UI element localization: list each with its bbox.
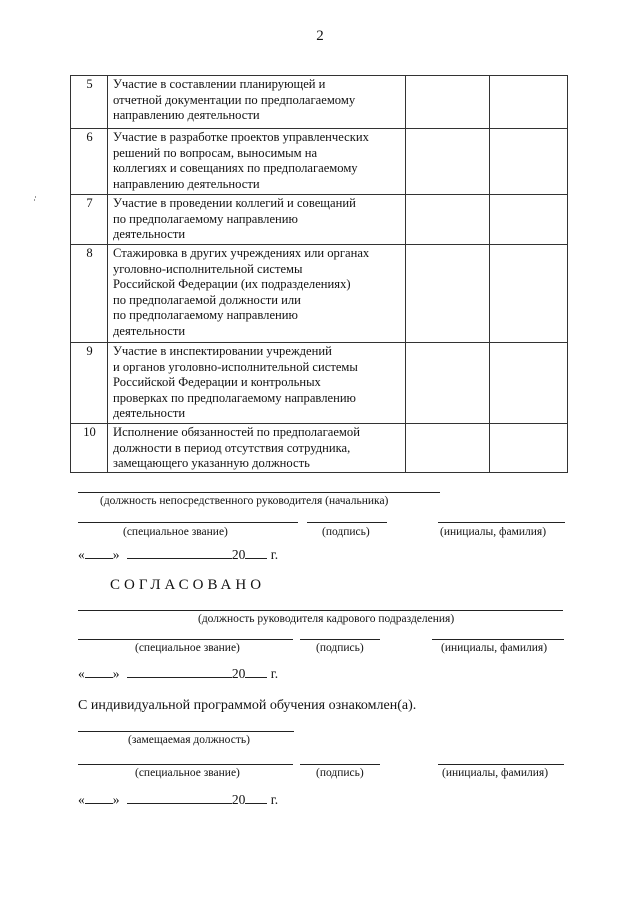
supervisor-position-field[interactable] [78, 492, 440, 493]
activity-line: Стажировка в других учреждениях или органах [113, 246, 370, 260]
row-number: 8 [71, 245, 108, 343]
activity-line: уголовно-исполнительной системы [113, 261, 303, 276]
row-number: 10 [71, 424, 108, 473]
employee-name-field[interactable] [438, 764, 564, 765]
activity-line: должности в период отсутствия сотрудника, [113, 440, 351, 455]
activity-line: и органов уголовно-исполнительной системы [113, 359, 358, 374]
date-year-blank[interactable] [245, 791, 267, 804]
agreed-heading: СОГЛАСОВАНО [110, 577, 266, 593]
date-year-suffix: г. [270, 547, 279, 562]
supervisor-rank-field[interactable] [78, 522, 298, 523]
table-row [71, 245, 568, 343]
activity-line: Российской Федерации и контрольных [113, 375, 321, 390]
page-number: 2 [316, 28, 324, 44]
activity-line: замещающего указанную должность [113, 456, 310, 471]
activity-line: по предполагаемому направлению [113, 211, 298, 226]
date-close-quote: » [112, 666, 120, 681]
activity-line: Участие в инспектировании учреждений [113, 344, 332, 358]
activity-line: Участие в составлении планирующей и [113, 77, 326, 91]
supervisor-name-field[interactable] [438, 522, 565, 523]
table-row [71, 424, 568, 473]
activity-line: Исполнение обязанностей по предполагаемой [113, 425, 360, 439]
employee-rank-caption: (специальное звание) [135, 767, 240, 779]
date-day-blank[interactable] [85, 791, 113, 804]
date-year-suffix: г. [270, 792, 279, 807]
date-year-prefix: 20 [231, 792, 246, 807]
date-year-suffix: г. [270, 666, 279, 681]
activity-line: направлению деятельности [113, 176, 260, 191]
date-month-blank[interactable] [127, 546, 232, 559]
mark-cell[interactable] [490, 195, 568, 245]
period-cell[interactable] [406, 76, 490, 129]
activity-line: по предполагаемой должности или [113, 292, 301, 307]
period-cell[interactable] [406, 343, 490, 424]
date-year-prefix: 20 [231, 547, 246, 562]
activity-line: Участие в разработке проектов управленческих [113, 130, 369, 144]
hr-head-position-caption: (должность руководителя кадрового подразделения) [198, 613, 455, 625]
date-open-quote: « [78, 792, 85, 807]
activity-cell [108, 343, 406, 424]
date-year-blank[interactable] [245, 546, 267, 559]
employee-signature-caption: (подпись) [316, 767, 364, 779]
substituted-position-field[interactable] [78, 731, 294, 732]
supervisor-position-caption: (должность непосредственного руководителя (начальника) [100, 495, 389, 507]
substituted-position-caption: (замещаемая должность) [128, 734, 250, 746]
activity-line: коллегиях и совещаниях по предполагаемому [113, 161, 358, 176]
date-year-prefix: 20 [231, 666, 246, 681]
table-row [71, 195, 568, 245]
supervisor-signature-field[interactable] [307, 522, 387, 523]
hr-head-signature-caption: (подпись) [316, 642, 364, 654]
row-number: 5 [71, 76, 108, 129]
period-cell[interactable] [406, 245, 490, 343]
date-open-quote: « [78, 666, 85, 681]
mark-cell[interactable] [490, 245, 568, 343]
period-cell[interactable] [406, 129, 490, 195]
hr-head-position-field[interactable] [78, 610, 563, 611]
row-number: 7 [71, 195, 108, 245]
employee-signature-field[interactable] [300, 764, 380, 765]
mark-cell[interactable] [490, 76, 568, 129]
mark-cell[interactable] [490, 129, 568, 195]
hr-head-rank-field[interactable] [78, 639, 293, 640]
activity-cell [108, 424, 406, 473]
activity-line: проверках по предполагаемому направлению [113, 390, 356, 405]
activity-line: направлению деятельности [113, 108, 260, 123]
supervisor-signature-caption: (подпись) [322, 526, 370, 538]
activity-cell [108, 76, 406, 129]
activity-line: деятельности [113, 323, 186, 338]
date-open-quote: « [78, 547, 85, 562]
period-cell[interactable] [406, 424, 490, 473]
date-day-blank[interactable] [85, 665, 113, 678]
activity-line: деятельности [113, 227, 186, 242]
table-row [71, 343, 568, 424]
activity-line: решений по вопросам, выносимым на [113, 145, 318, 160]
hr-head-rank-caption: (специальное звание) [135, 642, 240, 654]
hr-head-name-field[interactable] [432, 639, 564, 640]
scan-artifact [35, 196, 36, 198]
employee-name-caption: (инициалы, фамилия) [442, 767, 549, 779]
employee-rank-field[interactable] [78, 764, 293, 765]
date-day-blank[interactable] [85, 546, 113, 559]
activity-line: Участие в проведении коллегий и совещаний [113, 196, 356, 210]
period-cell[interactable] [406, 195, 490, 245]
activity-line: по предполагаемому направлению [113, 308, 298, 323]
activity-cell [108, 245, 406, 343]
date-month-blank[interactable] [127, 791, 232, 804]
activity-line: деятельности [113, 406, 186, 421]
activity-line: отчетной документации по предполагаемому [113, 92, 356, 107]
date-close-quote: » [112, 547, 120, 562]
supervisor-rank-caption: (специальное звание) [123, 526, 228, 538]
mark-cell[interactable] [490, 343, 568, 424]
mark-cell[interactable] [490, 424, 568, 473]
row-number: 6 [71, 129, 108, 195]
supervisor-date-field[interactable] [78, 546, 278, 563]
activity-cell [108, 195, 406, 245]
acknowledgement-statement: С индивидуальной программой обучения ознакомлен(а). [78, 698, 417, 713]
hr-head-name-caption: (инициалы, фамилия) [441, 642, 548, 654]
activity-line: Российской Федерации (их подразделениях) [113, 277, 351, 292]
hr-head-signature-field[interactable] [300, 639, 380, 640]
date-year-blank[interactable] [245, 665, 267, 678]
employee-date-field[interactable] [78, 791, 278, 808]
supervisor-name-caption: (инициалы, фамилия) [440, 526, 547, 538]
table-row [71, 129, 568, 195]
activity-cell [108, 129, 406, 195]
row-number: 9 [71, 343, 108, 424]
scan-artifact [34, 199, 35, 201]
table-row [71, 76, 568, 129]
training-program-table [70, 75, 568, 473]
date-month-blank[interactable] [127, 665, 232, 678]
hr-head-date-field[interactable] [78, 665, 278, 682]
date-close-quote: » [112, 792, 120, 807]
